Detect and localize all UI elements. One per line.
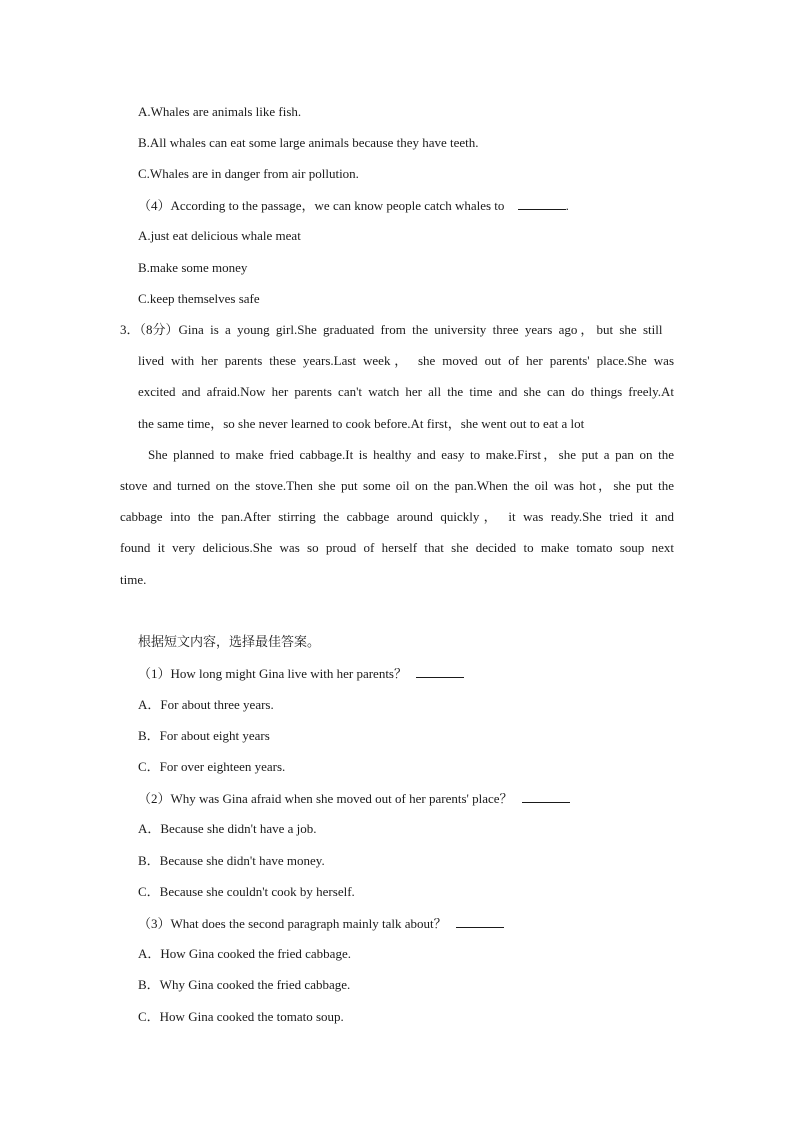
option-q3-b: B.All whales can eat some large animals because they have teeth. — [138, 135, 479, 150]
answer-blank — [518, 197, 566, 210]
passage-para2-line5: time. — [120, 572, 147, 587]
answer-blank — [456, 915, 504, 928]
question-4-stem — [138, 197, 569, 214]
instruction-text: 根据短文内容，选择最佳答案。 — [138, 634, 321, 649]
subquestion-3-option-b: B．Why Gina cooked the fried cabbage. — [138, 977, 351, 992]
question-4-text: （4）According to the passage，we can know people catch whales to — [138, 198, 505, 213]
subquestion-3-option-c: C．How Gina cooked the tomato soup. — [138, 1009, 344, 1024]
passage-para2-line1: She planned to make fried cabbage.It is healthy and easy to make.First，she put a pan on the — [148, 447, 674, 462]
answer-blank — [416, 665, 464, 678]
passage-para2-line3: cabbage into the pan.After stirring the cabbage around quickly， it was ready.She tried it and — [120, 509, 674, 524]
passage-para2-line2: stove and turned on the stove.Then she put some oil on the pan.When the oil was hot，she put the — [120, 478, 674, 493]
passage-para1-line4: the same time，so she never learned to cook before.At first，she went out to eat a lot — [138, 416, 585, 431]
subquestion-3-text: （3）What does the second paragraph mainly talk about？ — [138, 916, 447, 931]
subquestion-2-stem — [138, 790, 570, 807]
subquestion-1-stem — [138, 665, 464, 682]
answer-blank — [522, 790, 570, 803]
option-q4-c: C.keep themselves safe — [138, 291, 260, 306]
subquestion-3-option-a: A．How Gina cooked the fried cabbage. — [138, 946, 351, 961]
question-4-end: . — [565, 198, 569, 213]
passage-para1-line2: lived with her parents these years.Last week， she moved out of her parents' place.She was — [138, 353, 674, 368]
subquestion-2-option-a: A．Because she didn't have a job. — [138, 821, 317, 836]
subquestion-2-text: （2）Why was Gina afraid when she moved out of her parents' place？ — [138, 791, 513, 806]
passage-para2-line4: found it very delicious.She was so proud of herself that she decided to make tomato soup next — [120, 540, 674, 555]
subquestion-1-option-c: C．For over eighteen years. — [138, 759, 286, 774]
subquestion-1-option-a: A．For about three years. — [138, 697, 274, 712]
option-q3-c: C.Whales are in danger from air pollution. — [138, 166, 359, 181]
passage-para1-line1: Gina is a young girl.She graduated from the university three years ago，but she still — [178, 322, 663, 337]
subquestion-2-option-c: C．Because she couldn't cook by herself. — [138, 884, 355, 899]
subquestion-1-text: （1）How long might Gina live with her parents？ — [138, 666, 407, 681]
option-q4-a: A.just eat delicious whale meat — [138, 228, 301, 243]
subquestion-1-option-b: B．For about eight years — [138, 728, 270, 743]
option-q4-b: B.make some money — [138, 260, 248, 275]
question-number: 3．（8分） — [120, 322, 179, 337]
passage-para1-line3: excited and afraid.Now her parents can't watch her all the time and she can do things freely.At — [138, 384, 674, 399]
question-3-first-line — [120, 322, 674, 338]
subquestion-2-option-b: B．Because she didn't have money. — [138, 853, 325, 868]
subquestion-3-stem — [138, 915, 504, 932]
option-q3-a: A.Whales are animals like fish. — [138, 104, 302, 119]
